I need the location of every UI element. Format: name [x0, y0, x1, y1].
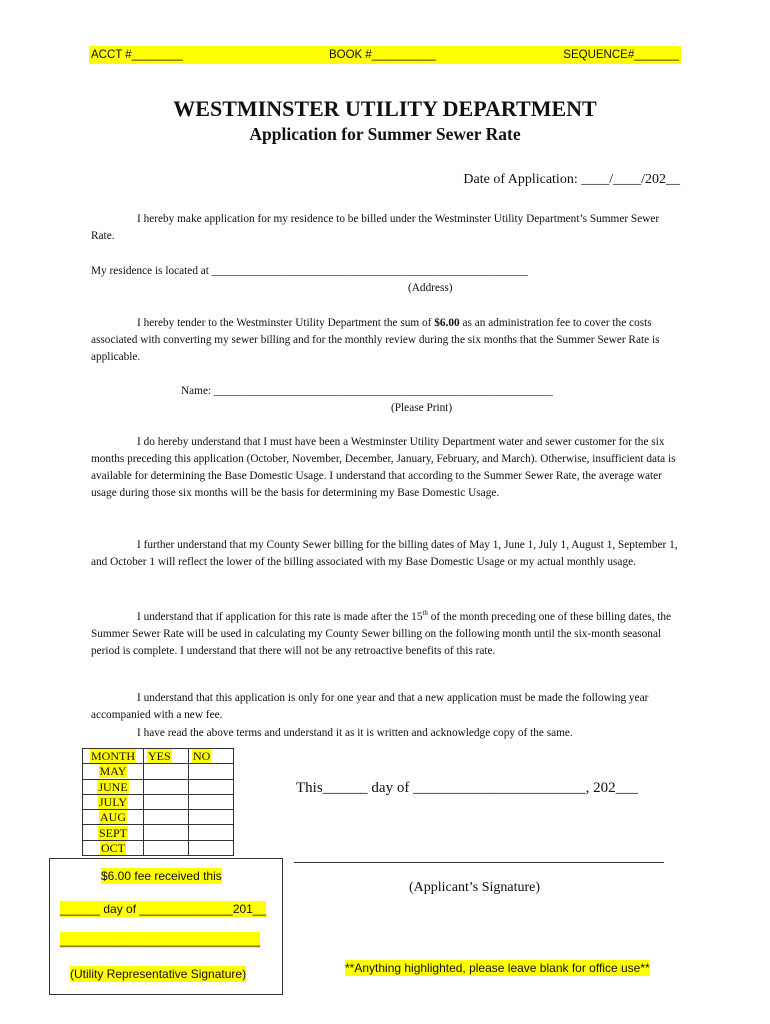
paragraph-one-year: I understand that this application is only for one year and that a new application must be made the following year accompanied with a new fee.: [91, 692, 649, 722]
representative-signature-line: ______________________________: [60, 933, 261, 947]
month-header: MONTH: [91, 749, 135, 764]
office-use-note: **Anything highlighted, please leave blank for office use**: [345, 961, 650, 975]
office-fee-box: [49, 858, 283, 995]
month-label: MAY: [99, 764, 127, 779]
table-row: [83, 764, 234, 779]
yes-cell[interactable]: [144, 779, 189, 794]
table-row: [83, 794, 234, 809]
yes-cell[interactable]: [144, 810, 189, 825]
name-caption: (Please Print): [391, 402, 453, 414]
fee-received-date: ______ day of ______________201__: [60, 902, 267, 916]
book-field: BOOK #__________: [329, 49, 436, 61]
yes-header: YES: [148, 749, 171, 764]
month-label: OCT: [101, 840, 125, 855]
no-cell[interactable]: [189, 840, 234, 855]
table-row: [83, 825, 234, 840]
applicant-signature-caption: (Applicant’s Signature): [409, 880, 541, 895]
sequence-field: SEQUENCE#_______: [563, 49, 679, 61]
month-label: JULY: [98, 795, 128, 810]
applicant-signature-line[interactable]: [294, 862, 664, 863]
fee-received-label: $6.00 fee received this: [101, 869, 222, 883]
no-header: NO: [193, 749, 211, 764]
table-header-row: [83, 749, 234, 764]
address-caption: (Address): [408, 282, 453, 294]
paragraph-eligibility: I do hereby understand that I must have been a Westminster Utility Department water and sewer customer for the six months preceding this application (October, November, December, January, February, and March). Otherwise, insufficient data is available for determining the Base Domestic Usage. I understand that according to the Summer Sewer Rate, the average water usage during those six months will be the basis for determining my Base Domestic Usage.: [91, 436, 676, 500]
residence-address-field[interactable]: My residence is located at ________________________________________________________: [91, 265, 529, 277]
month-table: [82, 748, 234, 856]
page-subtitle: Application for Summer Sewer Rate: [249, 124, 521, 144]
signing-date-field[interactable]: This______ day of _______________________, 202___: [296, 780, 639, 796]
no-cell[interactable]: [189, 810, 234, 825]
month-label: JUNE: [98, 779, 128, 794]
yes-cell[interactable]: [144, 825, 189, 840]
yes-cell[interactable]: [144, 840, 189, 855]
paragraph-acknowledge: I have read the above terms and understand it as it is written and acknowledge copy of the same.: [137, 727, 573, 739]
no-cell[interactable]: [189, 794, 234, 809]
name-field[interactable]: Name: ____________________________________________________________: [181, 385, 553, 397]
table-row: [83, 840, 234, 855]
paragraph-late-application: I understand that if application for this rate is made after the 15th of the month preceding one of these billing dates, the Summer Sewer Rate will be used in calculating my County Sewer billing on the following month until the six-month seasonal period is complete. I understand that there will not be any retroactive benefits of this rate.: [91, 609, 672, 657]
month-label: SEPT: [98, 825, 127, 840]
date-of-application: Date of Application: ____/____/202__: [463, 172, 680, 187]
table-row: [83, 810, 234, 825]
no-cell[interactable]: [189, 825, 234, 840]
no-cell[interactable]: [189, 764, 234, 779]
no-cell[interactable]: [189, 779, 234, 794]
paragraph-application: I hereby make application for my residence to be billed under the Westminster Utility Department’s Summer Sewer Rate.: [91, 213, 660, 243]
table-row: [83, 779, 234, 794]
yes-cell[interactable]: [144, 794, 189, 809]
paragraph-billing-dates: I further understand that my County Sewer billing for the billing dates of May 1, June 1, July 1, August 1, September 1, and October 1 will reflect the lower of the billing associated with my Base Domestic Usage or my actual monthly usage.: [91, 539, 678, 569]
paragraph-fee: I hereby tender to the Westminster Utility Department the sum of $6.00 as an administration fee to cover the costs associated with converting my sewer billing and for the monthly review during the six months that the Summer Sewer Rate is applicable.: [91, 317, 660, 364]
month-label: AUG: [100, 810, 126, 825]
page-title: WESTMINSTER UTILITY DEPARTMENT: [173, 96, 597, 121]
yes-cell[interactable]: [144, 764, 189, 779]
representative-signature-caption: (Utility Representative Signature): [70, 967, 247, 981]
acct-field: ACCT #________: [91, 49, 183, 61]
office-header-bar: [89, 46, 681, 64]
